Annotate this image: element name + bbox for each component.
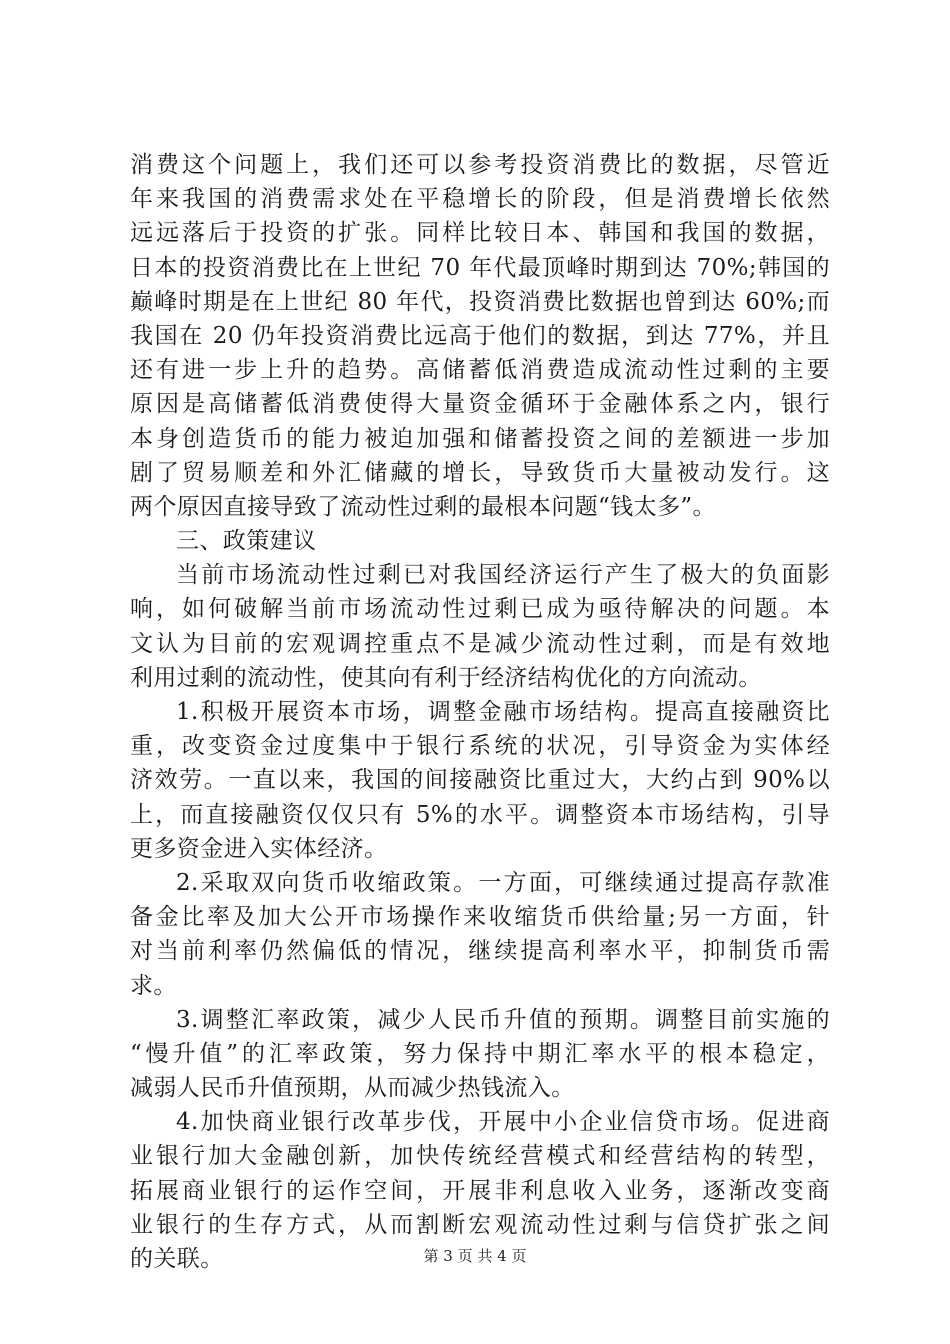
text-line: 求。: [130, 972, 177, 999]
text-line: 日本的投资消费比在上世纪 70 年代最顶峰时期到达 70%;韩国的: [130, 254, 830, 281]
section-heading: 三、政策建议: [176, 528, 317, 555]
text-line: 4.加快商业银行改革步伐，开展中小企业信贷市场。促进商: [176, 1109, 830, 1136]
text-line: 利用过剩的流动性，使其向有利于经济结构优化的方向流动。: [130, 664, 762, 691]
text-line: 响，如何破解当前市场流动性过剩已成为亟待解决的问题。本: [130, 596, 830, 623]
text-line: 济效劳。一直以来，我国的间接融资比重过大，大约占到 90%以: [130, 767, 830, 794]
text-line: 年来我国的消费需求处在平稳增长的阶段，但是消费增长依然: [130, 186, 830, 213]
text-line: 备金比率及加大公开市场操作来收缩货币供给量;另一方面，针: [130, 904, 830, 931]
text-line: 文认为目前的宏观调控重点不是减少流动性过剩，而是有效地: [130, 630, 830, 657]
document-body: [130, 148, 830, 1276]
text-line: 对当前利率仍然偏低的情况，继续提高利率水平，抑制货币需: [130, 938, 830, 965]
text-line: 消费这个问题上，我们还可以参考投资消费比的数据，尽管近: [130, 152, 830, 178]
text-line: 本身创造货币的能力被迫加强和储蓄投资之间的差额进一步加: [130, 425, 830, 452]
text-line: 剧了贸易顺差和外汇储藏的增长，导致货币大量被动发行。这: [130, 459, 830, 486]
text-line: 的关联。: [130, 1246, 224, 1272]
text-line: 减弱人民币升值预期，从而减少热钱流入。: [130, 1075, 575, 1102]
text-line: 业银行的生存方式，从而割断宏观流动性过剩与信贷扩张之间: [130, 1211, 830, 1238]
text-line: “慢升值”的汇率政策，努力保持中期汇率水平的根本稳定，: [130, 1040, 830, 1067]
text-line: 拓展商业银行的运作空间，开展非利息收入业务，逐渐改变商: [130, 1177, 830, 1204]
text-line: 3.调整汇率政策，减少人民币升值的预期。调整目前实施的: [176, 1006, 830, 1033]
page-footer: 第 3 页 共 4 页: [423, 1247, 527, 1265]
text-line: 上，而直接融资仅仅只有 5%的水平。调整资本市场结构，引导: [130, 801, 830, 828]
text-line: 还有进一步上升的趋势。高储蓄低消费造成流动性过剩的主要: [130, 357, 830, 384]
text-line: 巅峰时期是在上世纪 80 年代，投资消费比数据也曾到达 60%;而: [130, 288, 830, 315]
text-line: 2.采取双向货币收缩政策。一方面，可继续通过提高存款准: [176, 869, 830, 896]
text-line: 我国在 20 仍年投资消费比远高于他们的数据，到达 77%，并且: [130, 322, 830, 349]
text-line: 重，改变资金过度集中于银行系统的状况，引导资金为实体经: [130, 733, 830, 760]
text-line: 1.积极开展资本市场，调整金融市场结构。提高直接融资比: [176, 699, 830, 725]
text-line: 远远落后于投资的扩张。同样比较日本、韩国和我国的数据，: [130, 220, 830, 247]
text-line: 原因是高储蓄低消费使得大量资金循环于金融体系之内，银行: [130, 391, 830, 418]
text-line: 更多资金进入实体经济。: [130, 835, 388, 862]
text-line: 两个原因直接导致了流动性过剩的最根本问题“钱太多”。: [130, 493, 716, 520]
text-line: 业银行加大金融创新，加快传统经营模式和经营结构的转型，: [130, 1143, 830, 1170]
text-line: 当前市场流动性过剩已对我国经济运行产生了极大的负面影: [176, 562, 830, 589]
